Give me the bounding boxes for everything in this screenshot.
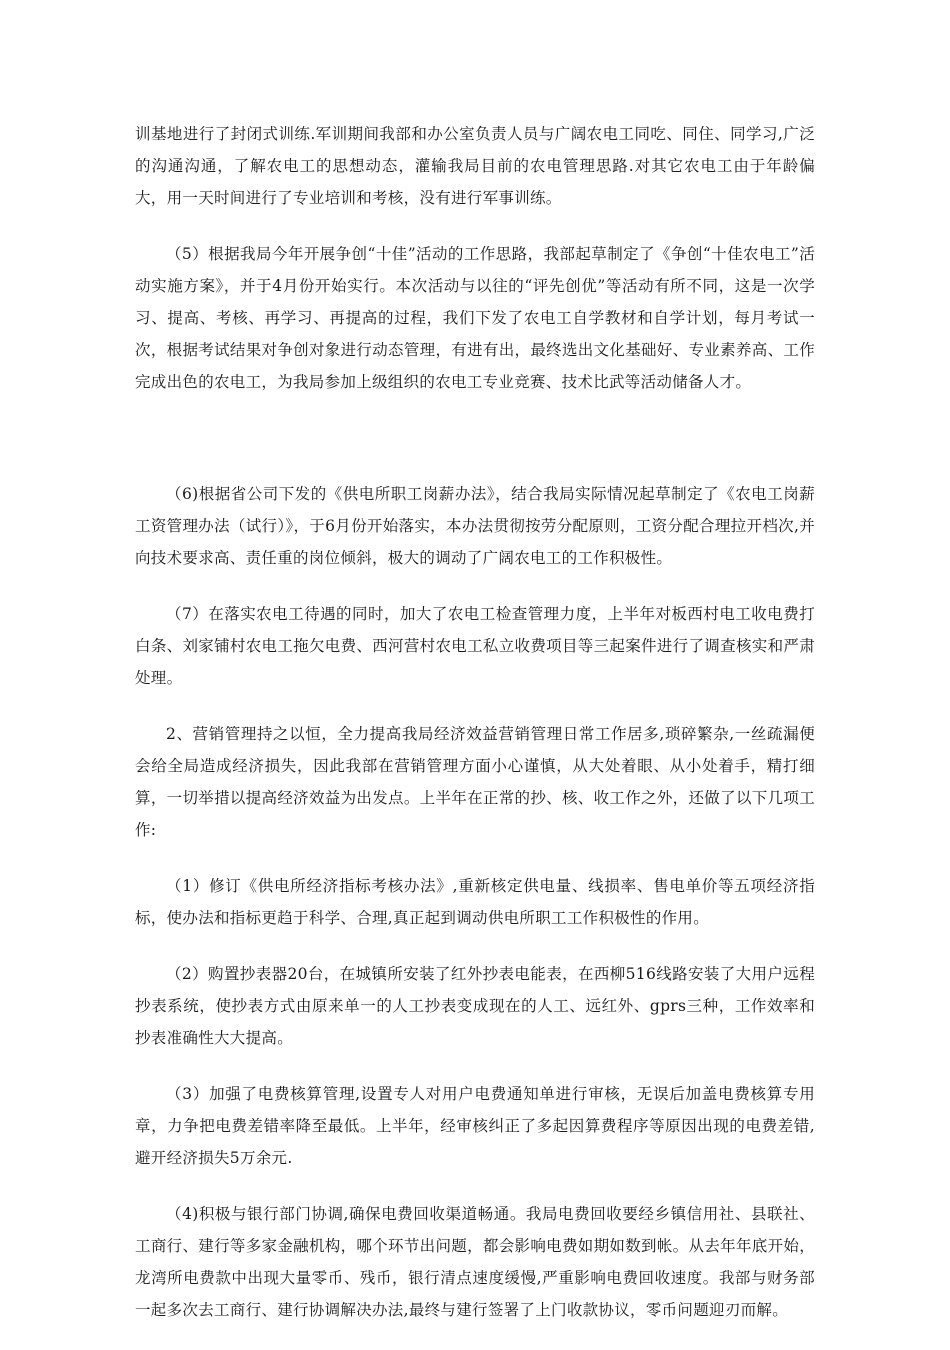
paragraph-subitem-4: （4)积极与银行部门协调,确保电费回收渠道畅通。我局电费回收要经乡镇信用社、县联社、工商行、建行等多家金融机构，哪个环节出问题，都会影响电费如期如数到帐。从去年年底开始，龙湾所电费款中出现大量零币、残币，银行清点速度缓慢,严重影响电费回收速度。我部与财务部一起多次去工商行、建行协调解决办法,最终与建行签署了上门收款协议，零币问题迎刃而解。 [135, 1205, 815, 1319]
paragraph-subitem-1: （1）修订《供电所经济指标考核办法》,重新核定供电量、线损率、售电单价等五项经济指标，使办法和指标更趋于科学、合理,真正起到调动供电所职工工作积极性的作用。 [135, 877, 815, 927]
document-body [135, 118, 815, 1350]
paragraph-subitem-3: （3）加强了电费核算管理,设置专人对用户电费通知单进行审核，无误后加盖电费核算专用章，力争把电费差错率降至最低。上半年，经审核纠正了多起因算费程序等原因出现的电费差错,避开经济损失5万余元. [135, 1085, 815, 1167]
paragraph-military-training: 训基地进行了封闭式训练.军训期间我部和办公室负责人员与广阔农电工同吃、同住、同学习,广泛的沟通沟通，了解农电工的思想动态，灌输我局目前的农电管理思路.对其它农电工由于年龄偏大，用一天时间进行了专业培训和考核，没有进行军事训练。 [135, 125, 815, 207]
paragraph-item-7: （7）在落实农电工待遇的同时，加大了农电工检查管理力度，上半年对板西村电工收电费打白条、刘家铺村农电工拖欠电费、西河营村农电工私立收费项目等三起案件进行了调查核实和严肃处理。 [135, 605, 815, 687]
paragraph-section-2: 2、营销管理持之以恒，全力提高我局经济效益营销管理日常工作居多,琐碎繁杂,一丝疏漏便会给全局造成经济损失，因此我部在营销管理方面小心谨慎，从大处着眼、从小处着手，精打细算，一切举措以提高经济效益为出发点。上半年在正常的抄、核、收工作之外，还做了以下几项工作: [135, 725, 815, 839]
paragraph-item-6: （6)根据省公司下发的《供电所职工岗薪办法》，结合我局实际情况起草制定了《农电工岗薪工资管理办法（试行）》，于6月份开始落实，本办法贯彻按劳分配原则，工资分配合理拉开档次,并向技术要求高、责任重的岗位倾斜，极大的调动了广阔农电工的工作积极性。 [135, 485, 815, 567]
paragraph-subitem-2: （2）购置抄表器20台，在城镇所安装了红外抄表电能表，在西柳516线路安装了大用户远程抄表系统，使抄表方式由原来单一的人工抄表变成现在的人工、远红外、gprs三种，工作效率和抄表准确性大大提高。 [135, 965, 815, 1047]
blank-spacer [135, 422, 815, 478]
paragraph-item-5: （5）根据我局今年开展争创“十佳”活动的工作思路，我部起草制定了《争创“十佳农电工”活动实施方案》，并于4月份开始实行。本次活动与以往的“评先创优”等活动有所不同，这是一次学习、提高、考核、再学习、再提高的过程，我们下发了农电工自学教材和自学计划，每月考试一次，根据考试结果对争创对象进行动态管理，有进有出，最终选出文化基础好、专业素养高、工作完成出色的农电工，为我局参加上级组织的农电工专业竞赛、技术比武等活动储备人才。 [135, 245, 815, 391]
